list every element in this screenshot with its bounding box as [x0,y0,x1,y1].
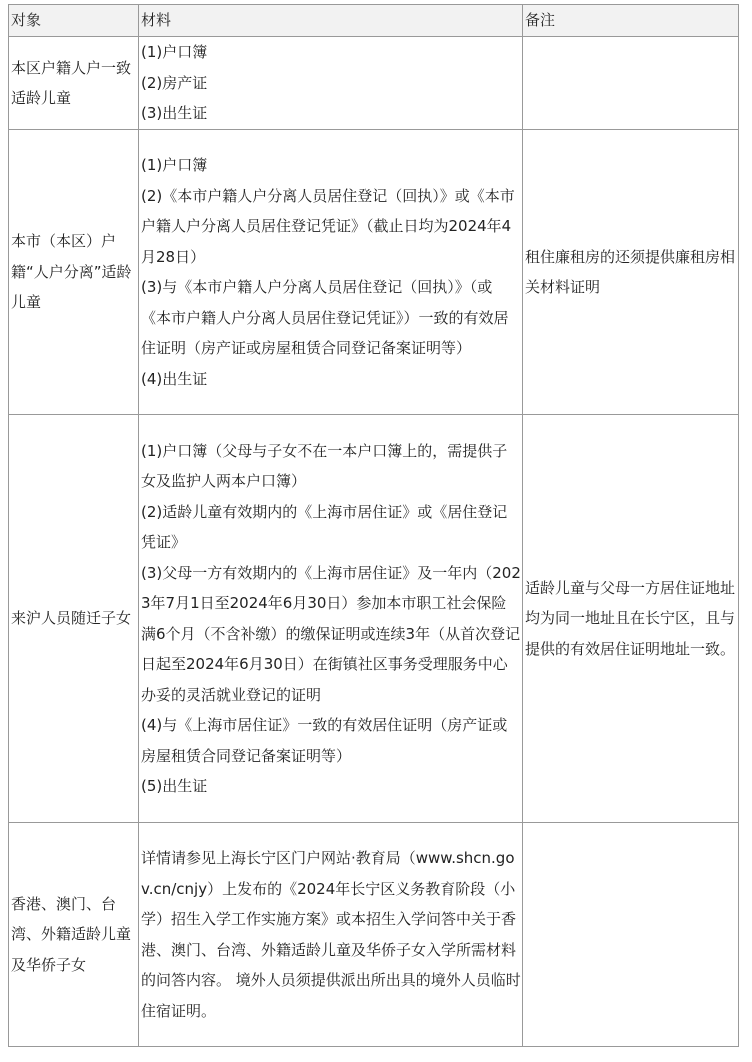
material-item: (2)适龄儿童有效期内的《上海市居住证》或《居住登记凭证》 [141,502,508,551]
table-row [9,823,739,1047]
object-text: 来沪人员随迁子女 [11,609,132,628]
header-materials: 材料 [139,5,523,37]
material-item: (3)出生证 [141,104,208,123]
object-text: 香港、澳门、台湾、外籍适龄儿童及华侨子女 [11,894,132,974]
object-cell [9,130,139,415]
header-notes: 备注 [523,5,739,37]
object-text: 本区户籍人户一致适龄儿童 [11,58,132,107]
material-item: (2)《本市户籍人户分离人员居住登记（回执）》或《本市户籍人户分离人员居住登记凭证》（截止日均为2024年4月28日） [141,186,515,266]
material-item: 详情请参见上海长宁区门户网站·教育局（www.shcn.gov.cn/cnjy）上发布的《2024年长宁区义务教育阶段（小学）招生入学工作实施方案》或本招生入学问答中关于香港、澳门、台湾、外籍适龄儿童及华侨子女入学所需材料的问答内容。 境外人员须提供派出所出具的境外人员临时住宿证明。 [141,849,521,1020]
materials-cell [139,130,523,415]
object-cell [9,823,139,1047]
table-row [9,415,739,823]
material-item: (1)户口簿 [141,156,208,174]
note-cell [523,130,739,415]
material-item: (3)与《本市户籍人户分离人员居住登记（回执）》（或《本市户籍人户分离人员居住登记凭证》）一致的有效居住证明（房产证或房屋租赁合同登记备案证明等） [141,278,509,357]
materials-cell [139,37,523,130]
note-text: 适龄儿童与父母一方居住证地址均为同一地址且在长宁区，且与提供的有效居住证明地址一致。 [525,578,736,658]
object-cell [9,415,139,823]
material-item: (4)出生证 [141,369,208,388]
table-header-row [9,5,739,37]
note-text: 租住廉租房的还须提供廉租房相关材料证明 [525,247,736,296]
object-cell [9,37,139,130]
enrollment-materials-table [8,4,739,1047]
table-row [9,37,739,130]
object-text: 本市（本区）户籍“人户分离”适龄儿童 [11,232,132,312]
material-item: (1)户口簿（父母与子女不在一本户口簿上的，需提供子女及监护人两本户口簿） [141,441,508,490]
table-row [9,130,739,415]
material-item: (1)户口簿 [141,43,208,62]
materials-cell [139,823,523,1047]
note-cell [523,37,739,130]
material-item: (2)房产证 [141,73,208,92]
materials-cell [139,415,523,823]
header-object: 对象 [9,5,139,37]
material-item: (5)出生证 [141,777,208,795]
note-cell [523,415,739,823]
material-item: (4)与《上海市居住证》一致的有效居住证明（房产证或房屋租赁合同登记备案证明等） [141,716,508,765]
note-cell [523,823,739,1047]
material-item: (3)父母一方有效期内的《上海市居住证》及一年内（2023年7月1日至2024年6月30日）参加本市职工社会保险满6个月（不含补缴）的缴保证明或连续3年（从首次登记日起至2024年6月30日）在街镇社区事务受理服务中心办妥的灵活就业登记的证明 [141,563,521,704]
